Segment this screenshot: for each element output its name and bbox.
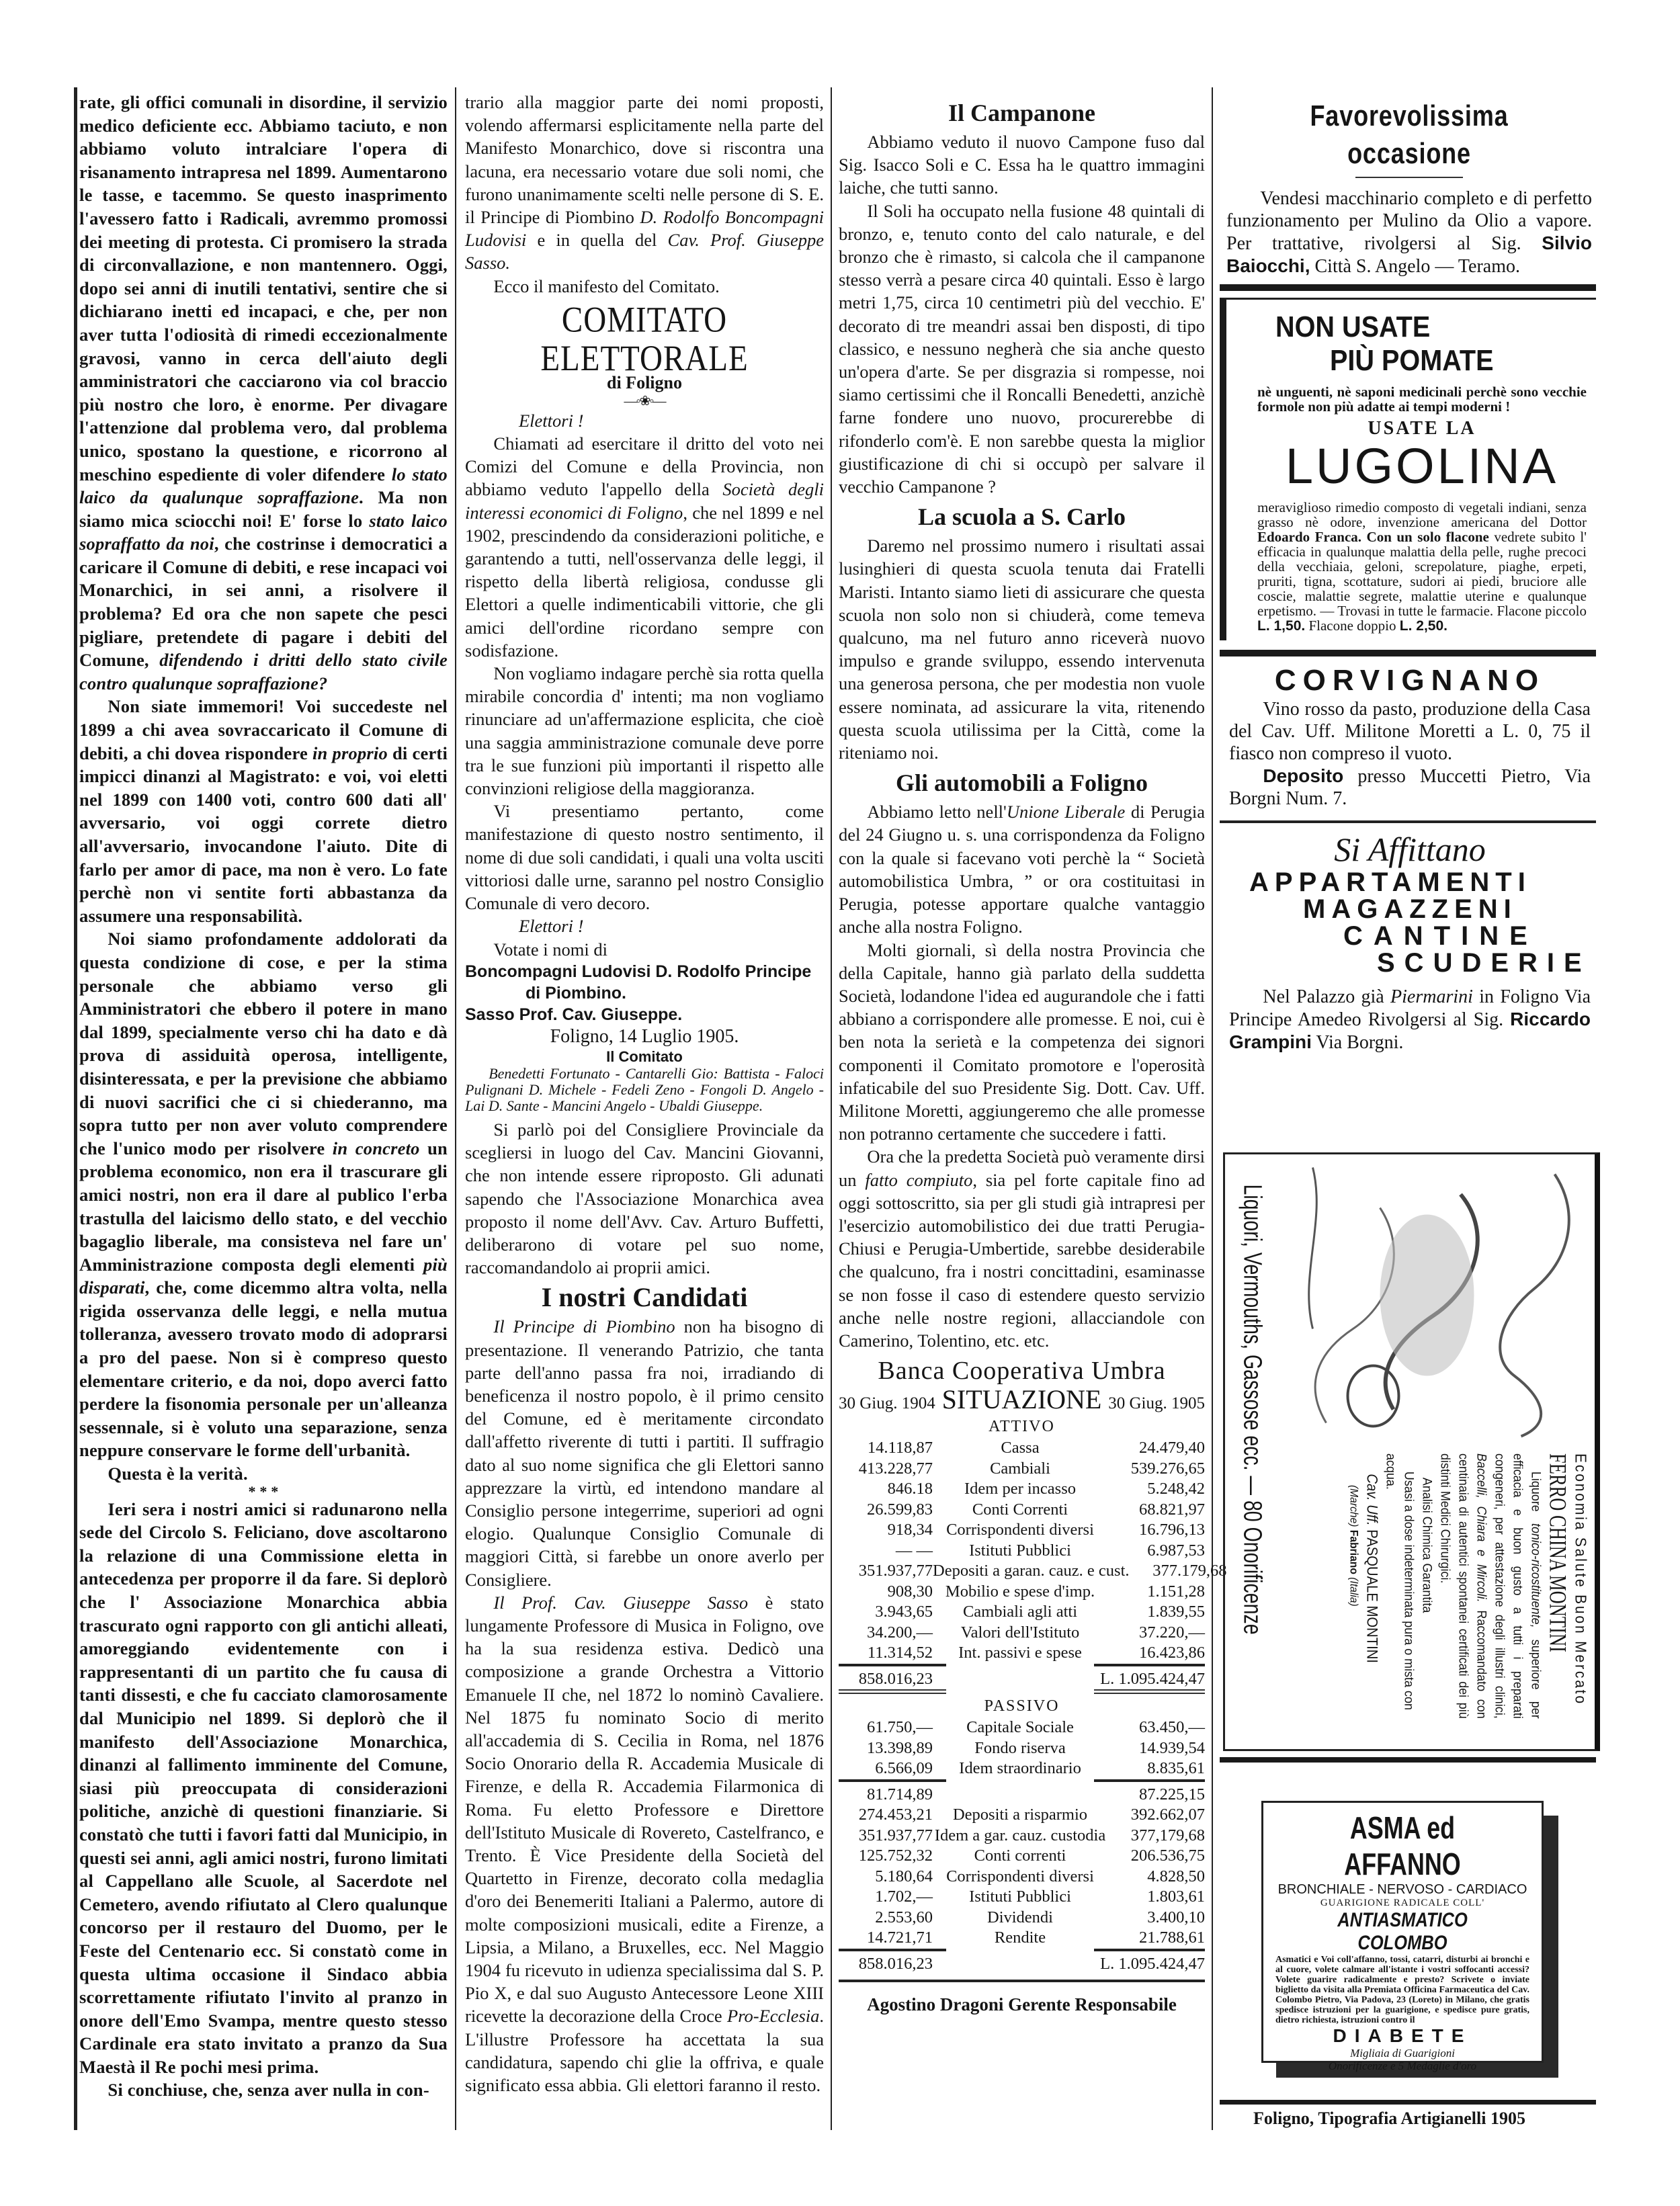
ad-title: CORVIGNANO — [1274, 664, 1546, 697]
ad-si-affittano — [1220, 830, 1596, 1054]
ad-text: tonico-ricostituente, — [1528, 1523, 1544, 1628]
palazzo-name: Piermarini — [1390, 986, 1473, 1007]
paragraph — [465, 275, 824, 298]
divider — [1355, 177, 1463, 178]
text-run: Ecco il manifesto del Comitato. — [493, 275, 720, 296]
value-1905: 392.662,07 — [1130, 1806, 1205, 1824]
comitato-label: Il Comitato — [606, 1048, 683, 1065]
ad-text: Raccomandato con centinaia di autentici spontanei certificati dei più distinti Medici Chirurgici. — [1437, 1453, 1489, 1719]
text-run: Abbiamo veduto il nuovo Campone fuso dal Sig. Isacco Soli e C. Essa ha le quattro immagini laiche, che tutti sanno. — [839, 132, 1205, 198]
paragraph — [839, 534, 1205, 764]
ad-text: (Marche) — [1347, 1484, 1361, 1527]
italic-text-run: difendendo i dritti dello stato civile contro qualunque sopraffazione? — [79, 650, 448, 693]
text-run: di Perugia del 24 Giugno u. s. una corrispondenza da Foligno con la quale si facevano voti perchè la “ Società automobilistica Umbra, ” or ora costituitasi in Perugia, potesse apportare qualche vantaggio anche alla nostra Foligno. — [839, 802, 1206, 937]
value-1904: 3.943,65 — [875, 1603, 933, 1621]
value-1905: 1.839,55 — [1147, 1603, 1205, 1621]
ad-maker — [1363, 1453, 1382, 1719]
subtotal-1905: 87.225,15 — [1139, 1785, 1205, 1804]
ad-subtitle: GUARIGIONE RADICALE COLL' — [1320, 1898, 1485, 1908]
column-4-advertisements — [1220, 91, 1596, 2147]
total-1905: L. 1.095.424,47 — [1100, 1954, 1205, 1973]
text-run: . L'illustre Professore ha accettata la sua candidatura, sapendo chi glie la offriva, e quale significato essa abbia. Gli elettori faranno il resto. — [465, 2006, 824, 2096]
candidate-name: Sasso Prof. Cav. Giuseppe. — [465, 1005, 683, 1024]
value-1904: — — — [895, 1541, 933, 1560]
price: L. 1,50. — [1257, 618, 1306, 634]
text-run: di certi impicci dinanzi al Magistrato: e voi, voi eletti nel 1899 con 1400 voti, contro 600 dati all' avversario, voi oggi correte dietro all'avversario, invocandone l'aiuto. Dite di farlo per amor di pace, ma non è vero. Lo fate perchè non vi sentite forti abbastanza da assumere una responsabilità. — [79, 743, 448, 926]
contact-name: Riccardo Grampini — [1229, 1009, 1591, 1052]
paragraph — [839, 130, 1205, 200]
table-row — [839, 1520, 1205, 1541]
value-1905: 8.835,61 — [1147, 1759, 1205, 1778]
section-heading: I nostri Candidati — [541, 1282, 748, 1313]
paragraph — [465, 662, 824, 800]
value-1904: 14.118,87 — [867, 1439, 933, 1457]
value-1905: 1.151,28 — [1147, 1582, 1205, 1601]
table-row — [839, 1643, 1205, 1664]
text-run: Questa è la verità. — [108, 1463, 248, 1484]
ad-corvignano — [1220, 663, 1596, 810]
ad-diabete: DIABETE — [1333, 2025, 1472, 2046]
paragraph — [839, 939, 1205, 1146]
value-1905: 4.828,50 — [1147, 1867, 1205, 1885]
price: L. 2,50. — [1399, 618, 1447, 634]
ad-title: Si Affittano — [1334, 831, 1486, 868]
text-run: Non siate immemori! Voi succedeste nel 1899 a chi avea sovraccaricato il Comune di debiti, a chi dovea rispondere — [79, 696, 448, 763]
paragraph — [465, 91, 824, 275]
table-row — [839, 1826, 1205, 1847]
table-row — [839, 1758, 1205, 1779]
column-rule — [455, 87, 456, 2130]
value-1905: 63.450,— — [1139, 1718, 1205, 1737]
ad-subtitle: BRONCHIALE - NERVOSO - CARDIACO — [1277, 1882, 1527, 1897]
text-run: , sia pel forte capitale fino ad oggi sottoscritto, sia per gli studi già intrapresi per l'esercizio automobilistico dei due tratti Perugia-Chiusi e Perugia-Umbertide, sarebbe desiderabile che qualcuno, fra i nostri concittadini, esaminasse se non fosse il caso di estendere questo servizio anche nelle nostre regioni, allacciandole con Camerino, Tolentino, etc. etc. — [839, 1169, 1206, 1351]
ad-separator — [1220, 650, 1596, 656]
row-label: Valori dell'Istituto — [960, 1623, 1080, 1642]
row-label: Capitale Sociale — [966, 1718, 1074, 1737]
ad-tagline: Economia Salute Buon Mercato — [1572, 1453, 1590, 1705]
paragraph — [465, 1315, 824, 1590]
value-1905: 6.987,53 — [1147, 1541, 1205, 1560]
italic-text-run: più disparati — [79, 1254, 448, 1298]
row-label: Idem straordinario — [959, 1759, 1081, 1778]
passivo-label: PASSIVO — [984, 1697, 1060, 1715]
column-2-article — [465, 91, 824, 2133]
table-row — [839, 1438, 1205, 1459]
bank-title: Banca Cooperativa Umbra — [878, 1357, 1166, 1386]
text-run: rate, gli offici comunali in disordine, il servizio medico deficiente ecc. Abbiamo taciuto, e non abbiamo voluto intralciare l'opera di risanamento intrapresa nel 1899. Aumentarono le tasse, e tacemmo. Se questo inasprimento l'avessero fatto i Radicali, avremmo promossi dei meeting di protesta. Ci promisero la strada di circonvallazione, e non mantennero. Oggi, dopo sei anni di inutili tentativi, sentire che si dichiarano inetti ed incapaci, e che, per non aver tutta l'odiosità di rimedi eccezionalmente gravosi, vanno in cerca dell'aiuto degli amministratori che cacciarono via col braccio più nostro che loro, è enorme. Per divagare l'attenzione dal problema vero, dal problema unico, spostano la questione, e ricorrono al meschino espediente di voler difendere — [79, 92, 448, 484]
ad-body — [1229, 986, 1591, 1054]
text-run: , che nel 1899 e nel 1902, prescindendo da considerazioni politiche, e garantendo a tutti, nell'osservanza delle leggi, il rispetto della libertà religiosa, condusse gli Elettori a quelle indimenticabili vittorie, che gli amici dell'ordine ricordano sempre con sodisfazione. — [465, 502, 824, 661]
maker-name: PASQUALE MONTINI — [1363, 1529, 1381, 1663]
row-label: Cambiali agli atti — [962, 1603, 1078, 1621]
footer-rule — [839, 1980, 1205, 1982]
row-label: Depositi a garan. cauz. e cust. — [933, 1562, 1130, 1580]
ad-separator — [1220, 284, 1596, 291]
table-row — [839, 1928, 1205, 1949]
ad-ferro-china-montini — [1223, 1152, 1600, 1751]
ad-text: vedrete subito l' efficacia in qualunque malattia della pelle, rughe precoci della vecchiaia, geloni, screpolature, piaghe, erpeti, pruriti, tigna, scottature, sudori ai piedi, bruciore alle coscie, malattie segrete, malattie uterine e qualunque erpetismo. — Trovasi in tutte le farmacie. Flacone piccolo — [1257, 529, 1587, 619]
paragraph — [465, 1118, 824, 1279]
product-name: ANTIASMATICO COLOMBO — [1337, 1909, 1468, 1954]
row-label: Rendite — [994, 1928, 1046, 1947]
total-1904: 858.016,23 — [858, 1954, 933, 1973]
ad-body — [1436, 1453, 1545, 1719]
ad-text: presso Muccetti Pietro, Via Borgni Num. 7. — [1229, 766, 1591, 809]
section-heading: Gli automobili a Foligno — [895, 769, 1148, 797]
value-1904: 5.180,64 — [875, 1867, 933, 1885]
ad-separator — [1220, 1757, 1596, 1763]
ad-claim: Onorificenze e 5 Medaglie d'oro — [1328, 2060, 1477, 2072]
value-1905: 539.276,65 — [1130, 1459, 1205, 1478]
ad-text: (Italia) — [1347, 1577, 1361, 1607]
ad-text: Flacone doppio — [1305, 618, 1400, 634]
text-run: Il Soli ha occupato nella fusione 48 quintali di bronzo, e, tenuto conto del calo naturale, e del bronzo che è rimasto, si calcola che il campanone stesso verrà a pesare circa 40 quintali. Esso è largo metri 1,75, circa 10 centimetri più del vecchio. E' decorato di tre meandri assai ben disposti, di tipo classico, e nessuno negherà che sia anche questo un'opera d'arte. Se per disgrazia si rompesse, noi siamo certissimi che il Roncalli Benedetti, anzichè farne fondere uno nuovo, procurerebbe di rifonderlo com'è. E non sarebbe questa la miglior giustificazione di chi si occupò per salvare il vecchio Campanone ? — [839, 200, 1205, 497]
rental-item: CANTINE — [1343, 921, 1538, 951]
illustration-figure-icon — [1279, 1154, 1595, 1450]
text-run: , che, come dicemmo altra volta, nella rigida osservanza delle leggi, e nella mutua tolleranza, avessero trovato modo di adoprarsi a pro del paese. Non si è compreso questo elementare criterio, e da noi, dopo averci fatto perdere la fisonomia personale per un'alleanza sessennale, si è voluto una separazione, senza neppure conservare le forme dell'urbanità. — [79, 1277, 448, 1461]
value-1904: 34.200,— — [867, 1623, 933, 1642]
gerente-responsabile: Agostino Dragoni Gerente Responsabile — [867, 1994, 1177, 2015]
bank-statement — [839, 1355, 1227, 2016]
value-1905: 37.220,— — [1139, 1623, 1205, 1642]
subtotal-1904: 81.714,89 — [867, 1785, 933, 1804]
table-row — [839, 1805, 1205, 1826]
value-1904: 846.18 — [887, 1480, 933, 1498]
paragraph — [79, 695, 448, 927]
value-1905: 377,179,68 — [1130, 1826, 1205, 1844]
paragraph — [839, 800, 1205, 938]
italic-text-run: Unione Liberale — [1006, 802, 1126, 822]
value-1904: 413.228,77 — [858, 1459, 933, 1478]
value-1904: 908,30 — [887, 1582, 933, 1601]
text-run: Si conchiuse, che, senza aver nulla in con- — [108, 2080, 429, 2101]
table-row — [839, 1908, 1205, 1928]
text-run: è stato lungamente Professore di Musica in Foligno, ove ha la sua residenza estiva. Dedicò una composizione a grande Orchestra a Vittorio Emanuele II che, nel 1872 lo nominò Cavaliere. Nel 1875 fu nominato Socio di merito all'accademia di S. Cecilia in Roma, nel 1876 Socio Onorario della R. Accademia Musicale di Firenze, e della R. Accademia Filarmonica di Roma. Fu eletto Professore e Direttore dell'Istituto Musicale di Rovereto, Castelfranco, e Trento. È Vice Presidente della Società del Quartetto in Firenze, decorato colla medaglia d'oro dei Benemeriti Italiani a Palermo, autore di molte composizioni musicali, edite a Firenze, a Lipsia, a Milano, a Bruxelles, ecc. Nel Maggio 1904 fu ricevuto in udienza specialissima dal S. P. Pio X, e dal suo Augusto Antecessore Leone XIII ricevette la decorazione della Croce — [465, 1592, 824, 2027]
place-name: Fabriano — [1347, 1529, 1361, 1574]
value-1904: 6.566,09 — [875, 1759, 933, 1778]
salutation: Elettori ! — [519, 410, 584, 431]
footer-rule — [1220, 2100, 1596, 2105]
paragraph — [839, 200, 1205, 499]
value-1904: 125.752,32 — [858, 1847, 933, 1865]
ad-analysis: Analisi Chimica Garantita — [1419, 1477, 1435, 1613]
row-label: Conti Correnti — [972, 1500, 1068, 1519]
ad-emphasis: Con un solo flacone — [1366, 529, 1489, 545]
row-label: Idem per incasso — [964, 1480, 1076, 1498]
text-run: Ieri sera i nostri amici si radunarono nella sede del Circolo S. Feliciano, dove ascoltarono la relazione di una Commissione eletta in antecedenza per proporre il da fare. Si deplorò che l' Associazione Monarchica abbia trascurato ogni rapporto con gli antichi alleati, amoreggiando evidentemente con i rappresentanti di un partito che fu causa di tanti dissesti, e che fu cacciato clamorosamente dal Municipio nel 1899. Si deplorò che il manifesto dell'Associazione Monarchica, dinanzi al fallimento imminente del Comune, siasi più preoccupata di considerazioni politiche, anzichè di questioni finanziarie. Si constatò che tutti i favori fatti dal Municipio, in questi sei anni, agli amici nostri, furono limitati al Cappellano alle Scuole, al Sacerdote nel Cemetero, avendo rifiutato al Clero qualunque concorso per il restauro del Duomo, per le Feste del Centenario ecc. Si constatò come in questa ultima occasione il Sindaco abbia scorrettamente rifiutato l'invito al pranzo in onore dell'Emo Svampa, mentre questo stesso Cardinale era stato invitato a pranzo da Sua Maestà il Re pochi mesi prima. — [79, 1498, 448, 2077]
value-1905: 16.423,86 — [1139, 1644, 1205, 1662]
ad-text: Vino rosso da pasto, produzione della Casa del Cav. Uff. Militone Moretti a L. 0, 75 il fiasco non compreso il vuoto. — [1229, 699, 1591, 764]
ad-text: Cav. Uff. — [1363, 1474, 1381, 1526]
candidate-name: Boncompagni Ludovisi D. Rodolfo Principe di Piombino. — [465, 962, 812, 1003]
section-heading: La scuola a S. Carlo — [917, 503, 1126, 531]
value-1905: 24.479,40 — [1139, 1439, 1205, 1457]
table-row — [839, 1887, 1205, 1908]
ad-subheadline: USATE LA — [1368, 418, 1476, 439]
salutation: Elettori ! — [519, 916, 584, 937]
italic-text-run: Cav. Prof. Giuseppe Sasso. — [465, 230, 825, 273]
ornament-divider: —◦❀◦— — [624, 393, 665, 409]
paragraph — [79, 1462, 448, 1486]
table-row — [839, 1623, 1205, 1644]
italic-text-run: in proprio — [312, 743, 388, 763]
ad-text: in Foligno Via Principe Amedeo Rivolgersi al Sig. — [1229, 986, 1591, 1030]
rental-item: SCUDERIE — [1377, 948, 1591, 978]
column-rule — [831, 87, 832, 2130]
row-label: Corrispondenti diversi — [946, 1521, 1094, 1539]
asterism-divider: * * * — [248, 1482, 279, 1500]
table-row — [839, 1582, 1205, 1603]
contact-name: Silvio Baiocchi, — [1226, 232, 1592, 276]
text-run: Noi siamo profondamente addolorati da questa condizione di cose, e per la stima personale che abbiamo verso gli Amministratori che ebbero il potere in mano dal 1899, specialmente verso chi ha dato e dà prova di assiduità operosa, intelligente, disinteressata, e per la previsione che abbiamo di nuovi sacrifici che ci si chiederanno, ma sopra tutto per non aver voluto comprendere che l'unico modo per risolvere — [79, 929, 448, 1158]
paragraph — [465, 432, 824, 662]
row-label: Cassa — [1001, 1439, 1040, 1457]
ad-usage: Usasi a dose indeterminata pura o mista con acqua. — [1383, 1453, 1417, 1710]
value-1905: 14.939,54 — [1139, 1738, 1205, 1757]
ad-text: Nel Palazzo già — [1263, 986, 1391, 1007]
value-1904: 13.398,89 — [867, 1738, 933, 1757]
italic-text-run: fatto compiuto — [865, 1169, 973, 1190]
row-label: Istituti Pubblici — [969, 1887, 1071, 1906]
value-1905: 1.803,61 — [1147, 1887, 1205, 1906]
text-run: . Ma non siamo mica sciocchi noi! E' forse lo — [79, 487, 448, 531]
table-row — [839, 1459, 1205, 1480]
total-rule — [839, 1664, 1205, 1669]
italic-text-run: lo stato laico da qualunque sopraffazione — [79, 464, 448, 508]
table-row — [839, 1500, 1205, 1521]
value-1905: 5.248,42 — [1147, 1480, 1205, 1498]
paragraph — [465, 800, 824, 915]
total-1904: 858.016,23 — [858, 1669, 933, 1688]
passivo-table — [839, 1805, 1205, 1949]
text-run: un problema economico, non era il trascurare gli amici nostri, non era il dare al publico l'erba trastulla del laicismo dello stato, e del vecchio bagaglio liberale, ma consisteva nel fare un' Amministrazione composta degli elementi — [79, 1138, 448, 1275]
table-row — [839, 1479, 1205, 1500]
text-run: , che costrinse i democratici a caricare il Comune di debiti, e rese incapaci voi Monarchici, in sei anni, a risolvere il problema? Ed ora che non sapete che pesci pigliare, pretendete di pagare i debiti del Comune, — [79, 534, 448, 671]
double-rule — [839, 1689, 1205, 1695]
doctor-name: Edoardo Franca. — [1257, 529, 1362, 545]
subtotal-rule — [839, 1779, 1205, 1785]
ad-headline: PIÙ POMATE — [1330, 344, 1494, 377]
value-1905: 377.179,68 — [1152, 1562, 1227, 1580]
ad-title: ASMA ed AFFANNO — [1344, 1810, 1461, 1881]
ad-text-block — [1279, 1450, 1595, 1725]
date-1904: 30 Giug. 1904 — [839, 1394, 935, 1413]
ad-emphasis: Deposito — [1263, 765, 1344, 786]
table-row — [839, 1738, 1205, 1759]
text-run: e in quella del — [526, 230, 668, 251]
lugolina-logo: LUGOLINA — [1285, 438, 1559, 494]
italic-text-run: Pro-Ecclesia — [727, 2006, 820, 2027]
row-label: Fondo riserva — [974, 1738, 1066, 1757]
table-row — [839, 1717, 1205, 1738]
ad-body — [1226, 187, 1592, 278]
text-run: Abbiamo letto nell' — [867, 802, 1007, 822]
row-label: Conti correnti — [974, 1847, 1066, 1865]
rotated-ad-content — [1226, 1154, 1595, 1749]
ad-text: Baccelli, Chiara e Mircoli. — [1474, 1453, 1489, 1603]
text-run: trario alla maggior parte dei nomi proposti, volendo affermarsi esplicitamente nella parte del Manifesto Monarchico, dove si riscontra una lacuna, era necessario votare due soli nomi, che furono unanimamente scelti nelle persone di S. E. il Principe di Piombino — [465, 92, 824, 228]
bank-header — [839, 1384, 1205, 1415]
value-1904: 61.750,— — [867, 1718, 933, 1737]
ad-text: superiore per efficacia e buon gusto a tutti i preparati congeneri, per attestazione degli illustri clinici, — [1492, 1453, 1544, 1719]
table-row — [839, 1561, 1227, 1582]
value-1904: 14.721,71 — [867, 1928, 933, 1947]
italic-text-run: in concreto — [332, 1138, 420, 1158]
printer-footer — [1220, 2100, 1596, 2129]
rental-item: APPARTAMENTI — [1249, 867, 1531, 897]
passivo-total-row — [839, 1954, 1205, 1975]
date-1905: 30 Giug. 1905 — [1108, 1394, 1205, 1413]
text-run: non ha bisogno di presentazione. Il venerando Patrizio, che tanta parte dell'anno passa fra noi, irradiando di beneficenza il nostro popolo, è il primo censito del Comune, ed è meritamente circondato dall'affetto riverente di tutti i partiti. Il suffragio dato al suo nome significa che gli Elettori sanno apprezzare la virtù, ed intendono mandare al Consiglio persone integerrime, superiori ad ogni elogio. Qualunque Consiglio Comunale di maggiori Città, si farebbe un onore averlo per Consigliere. — [465, 1316, 824, 1590]
italic-text-run: Il Prof. Cav. Giuseppe Sasso — [493, 1592, 749, 1613]
row-label: Depositi a risparmio — [952, 1806, 1088, 1824]
attivo-label: ATTIVO — [989, 1418, 1055, 1436]
value-1905: 68.821,97 — [1139, 1500, 1205, 1519]
row-label: Istituti Pubblici — [969, 1541, 1071, 1560]
value-1904: 1.702,— — [875, 1887, 933, 1906]
value-1905: 3.400,10 — [1147, 1908, 1205, 1926]
paragraph — [79, 91, 448, 695]
passivo-subtotal-row — [839, 1785, 1205, 1806]
text-run: Vi presentiamo pertanto, come manifestazione di questo nostro sentimento, il nome di due soli candidati, i quali una volta usciti vittoriosi dalle urne, saranno pel nostro Consiglio Comunale di vero decoro. — [465, 801, 824, 914]
paragraph — [79, 1498, 448, 2079]
total-1905: L. 1.095.424,47 — [1100, 1669, 1205, 1688]
row-label: Dividendi — [987, 1908, 1053, 1926]
ad-title: Favorevolissima occasione — [1310, 99, 1509, 170]
text-run: Chiamati ad esercitare il dritto del voto nei Comizi del Comune e della Provincia, non abbiamo veduto l'appello della — [465, 433, 824, 500]
ad-text: Via Borgni. — [1311, 1032, 1404, 1053]
paragraph — [839, 1145, 1205, 1352]
total-rule — [839, 1949, 1205, 1954]
table-row — [839, 1846, 1205, 1867]
column-rule — [1212, 87, 1213, 2130]
table-row — [839, 1602, 1205, 1623]
table-row — [839, 1867, 1205, 1887]
ad-title: FERRO CHINA MONTINI — [1544, 1453, 1572, 1652]
italic-text-run: stato laico sopraffatto da noi — [79, 510, 448, 554]
manifesto-title: COMITATO ELETTORALE — [540, 300, 749, 379]
table-row — [839, 1541, 1205, 1562]
value-1904: 26.599,83 — [867, 1500, 933, 1519]
ad-claim: Migliaia di Guarigioni — [1350, 2047, 1455, 2060]
ad-text: Liquore — [1528, 1471, 1544, 1523]
value-1904: 274.453,21 — [858, 1806, 933, 1824]
column-1-article — [79, 91, 448, 2133]
row-label: Idem a gar. cauz. custodia — [934, 1826, 1106, 1844]
situazione-label: SITUAZIONE — [941, 1384, 1102, 1415]
value-1905: 21.788,61 — [1139, 1928, 1205, 1947]
ad-favorevolissima — [1220, 91, 1596, 278]
value-1904: 351.937,77 — [858, 1562, 933, 1580]
value-1904: 351.937,77 — [858, 1826, 933, 1844]
value-1904: 2.553,60 — [875, 1908, 933, 1926]
passivo-table — [839, 1717, 1205, 1779]
value-1905: 16.796,13 — [1139, 1521, 1205, 1539]
votate-line: Votate i nomi di — [493, 939, 607, 960]
italic-text-run: D. Rodolfo Boncompagni Ludovisi — [465, 207, 824, 251]
rotated-ad-main — [1279, 1154, 1595, 1749]
ad-separator — [1220, 820, 1596, 823]
text-run: Daremo nel prossimo numero i risultati assai lusinghieri di questa scuola tenuta dai Fratelli Maristi. Intanto siamo lieti di assicurare che questa scuola non solo non si chiuderà, come temeva qualcuno, ma nel futuro anno riceverà nuovo impulso e grande sviluppo, essendo intervenuta una generosa persona, che per modestia non vuole essere nominata, ad assicurare la vita, ritenendo questa scuola utilissima per la Città, come la riteniamo noi. — [839, 536, 1205, 763]
ad-body — [1257, 500, 1587, 634]
row-label: Int. passivi e spese — [958, 1644, 1082, 1662]
value-1904: 11.314,52 — [867, 1644, 933, 1662]
attivo-total-row — [839, 1669, 1205, 1690]
text-run: Non vogliamo indagare perchè sia rotta quella mirabile concordia d' intenti; ma non vogliamo rinunciare ad un'affermazione esplicita, che cioè una saggia amministrazione comunale deve porre tra le sue funzioni più importanti il rispetto alle convinzioni religiose della maggioranza. — [465, 663, 824, 799]
text-run: Molti giornali, sì della nostra Provincia che della Capitale, hanno già parlato della suddetta Società, lodandone l'idea ed augurandole che i fatti abbiano a corrispondere alle promesse. E noi, cui è ben nota la serietà e la competenza dei signori componenti il Comitato promotore e l'operosità infaticabile del suo Presidente Sig. Dott. Cav. Uff. Militone Moretti, aggiungeremo che alle promesse non potranno certamente che succedere i fatti. — [839, 939, 1205, 1144]
paragraph — [79, 2078, 448, 2102]
value-1905: 206.536,75 — [1130, 1847, 1205, 1865]
paragraph — [79, 927, 448, 1462]
manifesto-date: Foligno, 14 Luglio 1905. — [550, 1025, 739, 1047]
italic-text-run: Società degli interessi economici di Foligno — [465, 479, 824, 523]
printer-imprint: Foligno, Tipografia Artigianelli 1905 — [1253, 2109, 1525, 2128]
manifesto-subtitle: di Foligno — [607, 372, 682, 392]
column-3-articles — [839, 94, 1227, 2123]
italic-text-run: Il Principe di Piombino — [493, 1316, 675, 1337]
attivo-table — [839, 1438, 1227, 1664]
ad-place — [1345, 1453, 1363, 1719]
ad-body: Asmatici e Voi coll'affanno, tossi, catarri, disturbi ai bronchi e al cuore, volete calmare all'istante i vostri soffocanti accessi? Volete guarire radicalmente e presto? Scrivete o inviate biglietto da visita alla Premiata Officina Farmaceutica del Cav. Colombo Pietro, Via Padova, 23 (Loreto) in Milano, che gratis spedisce istruzioni per la guarigione, e spedisce pure gratis, dietro richiesta, istruzioni contro il — [1275, 1955, 1529, 2025]
ad-footer-line: Liquori, Vermouths, Gassose ecc. — 80 Onorificenze — [1238, 1184, 1267, 1635]
ad-body — [1229, 698, 1591, 810]
comitato-members: Benedetti Fortunato - Cantarelli Gio: Battista - Faloci Pulignani D. Michele - Fedeli Zeno - Fongoli D. Angelo - Lai D. Sante - Mancini Angelo - Ubaldi Giuseppe. — [465, 1064, 824, 1114]
value-1904: 918,34 — [887, 1521, 933, 1539]
text-run: Ora che la predetta Società può veramente dirsi un — [839, 1146, 1205, 1190]
ad-text: meraviglioso rimedio composto di vegetali indiani, senza grasso nè odore, invenzione americana del Dottor — [1257, 499, 1587, 530]
ad-text: Vendesi macchinario completo e di perfetto funzionamento per Mulino da Olio a vapore. Per trattative, rivolgersi al Sig. — [1226, 188, 1592, 254]
ad-text: Città S. Angelo — Teramo. — [1310, 256, 1520, 277]
row-label: Cambiali — [990, 1459, 1050, 1478]
text-run: Si parlò poi del Consigliere Provinciale da scegliersi in luogo del Cav. Mancini Giovanni, che non intende essere riproposto. Gli adunati sapendo che l'Associazione Monarchica avea proposto il nome dell'Avv. Cav. Arturo Buffetti, deliberarono di votare pel suo nome, raccomandandolo ai proprii amici. — [465, 1119, 824, 1278]
section-heading: Il Campanone — [948, 99, 1096, 126]
ad-headline: NON USATE — [1275, 310, 1431, 343]
row-label: Mobilio e spese d'imp. — [945, 1582, 1095, 1601]
ad-lugolina — [1220, 298, 1596, 640]
ad-subtext: nè unguenti, nè saponi medicinali perchè sono vecchie formole non più adatte ai tempi moderni ! — [1257, 384, 1587, 415]
ad-asma-ed-affanno — [1261, 1801, 1544, 2072]
left-margin-rule — [74, 87, 77, 2130]
rental-item: MAGAZZENI — [1303, 894, 1517, 924]
row-label: Corrispondenti diversi — [946, 1867, 1094, 1885]
paragraph — [465, 1591, 824, 2096]
